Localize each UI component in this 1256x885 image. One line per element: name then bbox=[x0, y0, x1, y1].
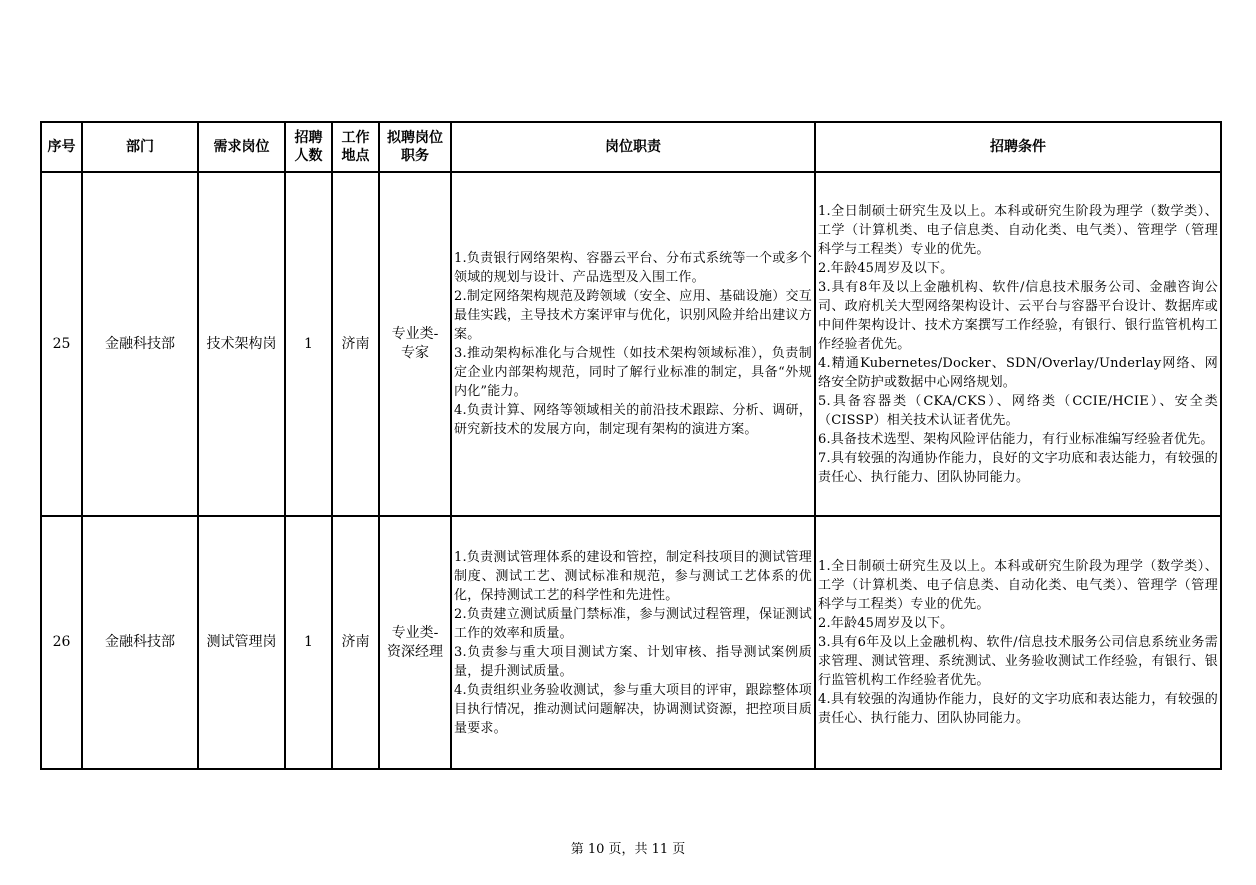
recruitment-table bbox=[40, 121, 1222, 770]
header-headcount-line2: 人数 bbox=[294, 148, 323, 164]
header-requirements: 招聘条件 bbox=[815, 122, 1221, 172]
cell-rank-line1: 专业类- bbox=[391, 624, 439, 641]
cell-rank-line2: 资深经理 bbox=[387, 643, 443, 660]
header-duties: 岗位职责 bbox=[451, 122, 815, 172]
cell-duties: 1.负责银行网络架构、容器云平台、分布式系统等一个或多个领域的规划与设计、产品选型及入围工作。 2.制定网络架构规范及跨领域（安全、应用、基础设施）交互最佳实践，主导技术方案评审与优化，识别风险并给出建议方案。 3.推动架构标准化与合规性（如技术架构领域标准），负责制定企业内部架构规范，同时了解行业标准的制定，具备“外规内化”能力。 4.负责计算、网络等领域相关的前沿技术跟踪、分析、调研，研究新技术的发展方向，制定现有架构的演进方案。 bbox=[451, 172, 815, 516]
header-location bbox=[332, 122, 379, 172]
cell-headcount: 1 bbox=[285, 516, 332, 769]
header-position: 需求岗位 bbox=[198, 122, 285, 172]
cell-seq: 26 bbox=[41, 516, 82, 769]
header-headcount-line1: 招聘 bbox=[294, 130, 323, 146]
header-seq: 序号 bbox=[41, 122, 82, 172]
cell-requirements: 1.全日制硕士研究生及以上。本科或研究生阶段为理学（数学类）、工学（计算机类、电子信息类、自动化类、电气类）、管理学（管理科学与工程类）专业的优先。 2.年龄45周岁及以下。 3.具有8年及以上金融机构、软件/信息技术服务公司、金融咨询公司、政府机关大型网络架构设计、云平台与容器平台设计、数据库或中间件架构设计、技术方案撰写工作经验，有银行、银行监管机构工作经验者优先。 4.精通Kubernetes/Docker、SDN/Overlay/Underlay网络、网络安全防护或数据中心网络规划。 5.具备容器类（CKA/CKS）、网络类（CCIE/HCIE）、安全类（CISSP）相关技术认证者优先。 6.具备技术选型、架构风险评估能力，有行业标准编写经验者优先。 7.具有较强的沟通协作能力，良好的文字功底和表达能力，有较强的责任心、执行能力、团队协同能力。 bbox=[815, 172, 1221, 516]
cell-seq: 25 bbox=[41, 172, 82, 516]
cell-position: 测试管理岗 bbox=[198, 516, 285, 769]
cell-headcount: 1 bbox=[285, 172, 332, 516]
table-row bbox=[41, 516, 1221, 769]
header-location-line2: 地点 bbox=[341, 148, 370, 164]
cell-requirements: 1.全日制硕士研究生及以上。本科或研究生阶段为理学（数学类）、工学（计算机类、电子信息类、自动化类、电气类）、管理学（管理科学与工程类）专业的优先。 2.年龄45周岁及以下。 3.具有6年及以上金融机构、软件/信息技术服务公司信息系统业务需求管理、测试管理、系统测试、业务验收测试工作经验，有银行、银行监管机构工作经验者优先。 4.具有较强的沟通协作能力，良好的文字功底和表达能力，有较强的责任心、执行能力、团队协同能力。 bbox=[815, 516, 1221, 769]
cell-department: 金融科技部 bbox=[82, 516, 198, 769]
header-location-line1: 工作 bbox=[341, 130, 370, 146]
cell-duties: 1.负责测试管理体系的建设和管控，制定科技项目的测试管理制度、测试工艺、测试标准和规范，参与测试工艺体系的优化，保持测试工艺的科学性和先进性。 2.负责建立测试质量门禁标准，参与测试过程管理，保证测试工作的效率和质量。 3.负责参与重大项目测试方案、计划审核、指导测试案例质量，提升测试质量。 4.负责组织业务验收测试，参与重大项目的评审，跟踪整体项目执行情况，推动测试问题解决，协调测试资源，把控项目质量要求。 bbox=[451, 516, 815, 769]
cell-department: 金融科技部 bbox=[82, 172, 198, 516]
cell-rank-line1: 专业类- bbox=[391, 326, 439, 342]
header-department: 部门 bbox=[82, 122, 198, 172]
cell-location: 济南 bbox=[332, 172, 379, 516]
cell-rank-line2: 专家 bbox=[401, 345, 429, 361]
cell-location: 济南 bbox=[332, 516, 379, 769]
page-number-footer: 第 10 页，共 11 页 bbox=[570, 842, 686, 857]
table-row bbox=[41, 172, 1221, 516]
cell-position: 技术架构岗 bbox=[198, 172, 285, 516]
header-rank bbox=[379, 122, 451, 172]
header-rank-line1: 拟聘岗位 bbox=[387, 130, 443, 146]
header-rank-line2: 职务 bbox=[401, 148, 429, 164]
cell-rank bbox=[379, 172, 451, 516]
table-header-row bbox=[41, 122, 1221, 172]
cell-rank bbox=[379, 516, 451, 769]
header-headcount bbox=[285, 122, 332, 172]
